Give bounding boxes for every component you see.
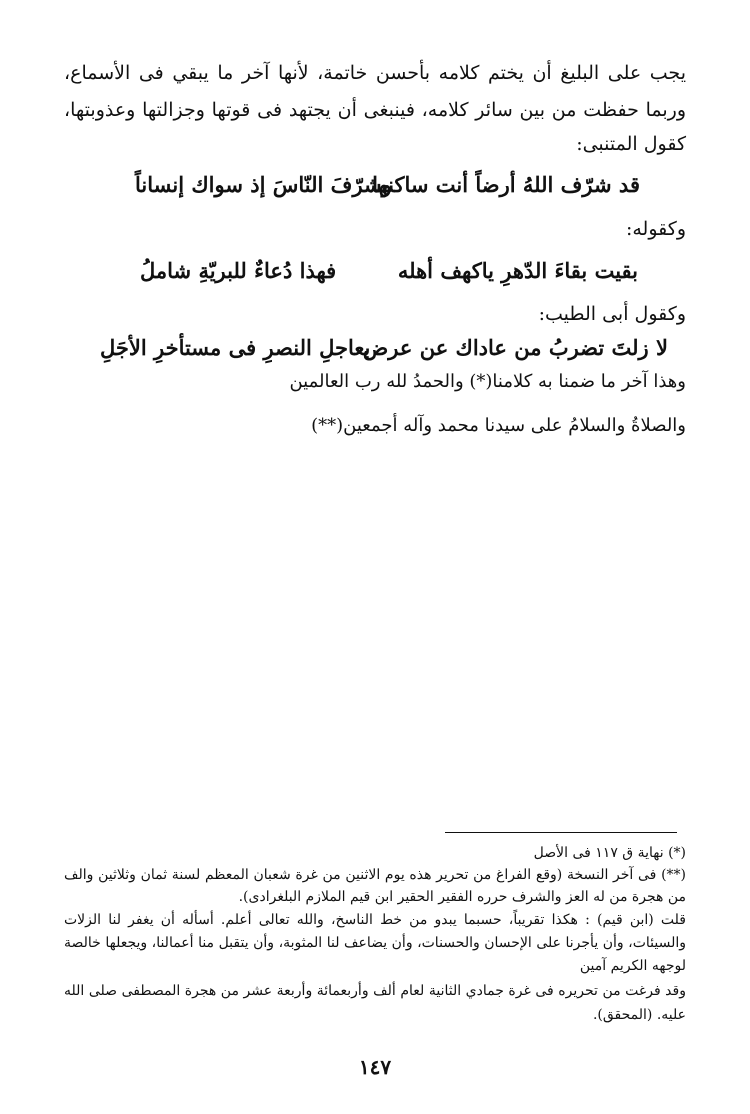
footnote-line: والسيئات، وأن يأجرنا على الإحسان والحسنات، وأن يضاعف لنا المثوبة، وأن يتقبل منا أعمالنا، ويجعلها خالصة <box>64 935 686 951</box>
verse-hemistich-right: لا زلتَ تضربُ من عاداك عن عرض <box>362 335 668 360</box>
verse-hemistich-right: قد شرّف اللهُ أرضاً أنت ساكنها <box>372 172 640 197</box>
footnote-line: وقد فرغت من تحريره فى غرة جمادي الثانية لعام ألف وأربعمائة وأربعة عشر من هجرة المصطفى صلى الله <box>64 983 686 999</box>
verse-hemistich-right: بقيت بقاءَ الدّهرِ ياكهف أهله <box>397 258 638 283</box>
verse-hemistich-left: فهذا دُعاءٌ للبريّةِ شاملُ <box>140 258 337 283</box>
page-number: ١٤٧ <box>358 1055 392 1079</box>
body-paragraph-line: وربما حفظت من بين سائر كلامه، فينبغى أن يجتهد فى قوتها وجزالتها وعذوبتها، <box>64 99 686 121</box>
footnote-line: عليه. (المحقق). <box>592 1007 686 1023</box>
verse-intro: وكقوله: <box>625 218 686 240</box>
body-paragraph-line: كقول المتنبى: <box>576 133 686 155</box>
footnote-line: (**) فى آخر النسخة (وقع الفراغ من تحرير هذه يوم الاثنين من غرة شعبان المعظم لسنة ثمان وثلاثين والف <box>64 867 686 883</box>
footnote-separator <box>445 832 677 833</box>
closing-line: وهذا آخر ما ضمنا به كلامنا(*) والحمدُ لله رب العالمين <box>289 371 686 392</box>
footnote-line: (*) نهاية ق ١١٧ فى الأصل <box>533 845 686 861</box>
verse-hemistich-left: وشرّفَ النّاسَ إذ سواك إنساناً <box>135 172 392 197</box>
footnote-line: لوجهه الكريم آمين <box>579 958 686 974</box>
verse-hemistich-left: بعاجلِ النصرِ فى مستأخرِ الأجَلِ <box>100 335 371 360</box>
body-paragraph-line: يجب على البليغ أن يختم كلامه بأحسن خاتمة، لأنها آخر ما يبقي فى الأسماع، <box>64 62 686 84</box>
footnote-line: قلت (ابن قيم) : هكذا تقريباً، حسبما يبدو من خط الناسخ، والله تعالى أعلم. أسأله أن يغفر لنا الزلات <box>64 912 686 928</box>
footnote-line: من هجرة من له العز والشرف حرره الفقير الحقير ابن قيم الملازم البلغرادى). <box>238 889 686 905</box>
closing-line: والصلاةُ والسلامُ على سيدنا محمد وآله أجمعين(**) <box>311 415 686 436</box>
verse-intro: وكقول أبى الطيب: <box>538 303 686 325</box>
